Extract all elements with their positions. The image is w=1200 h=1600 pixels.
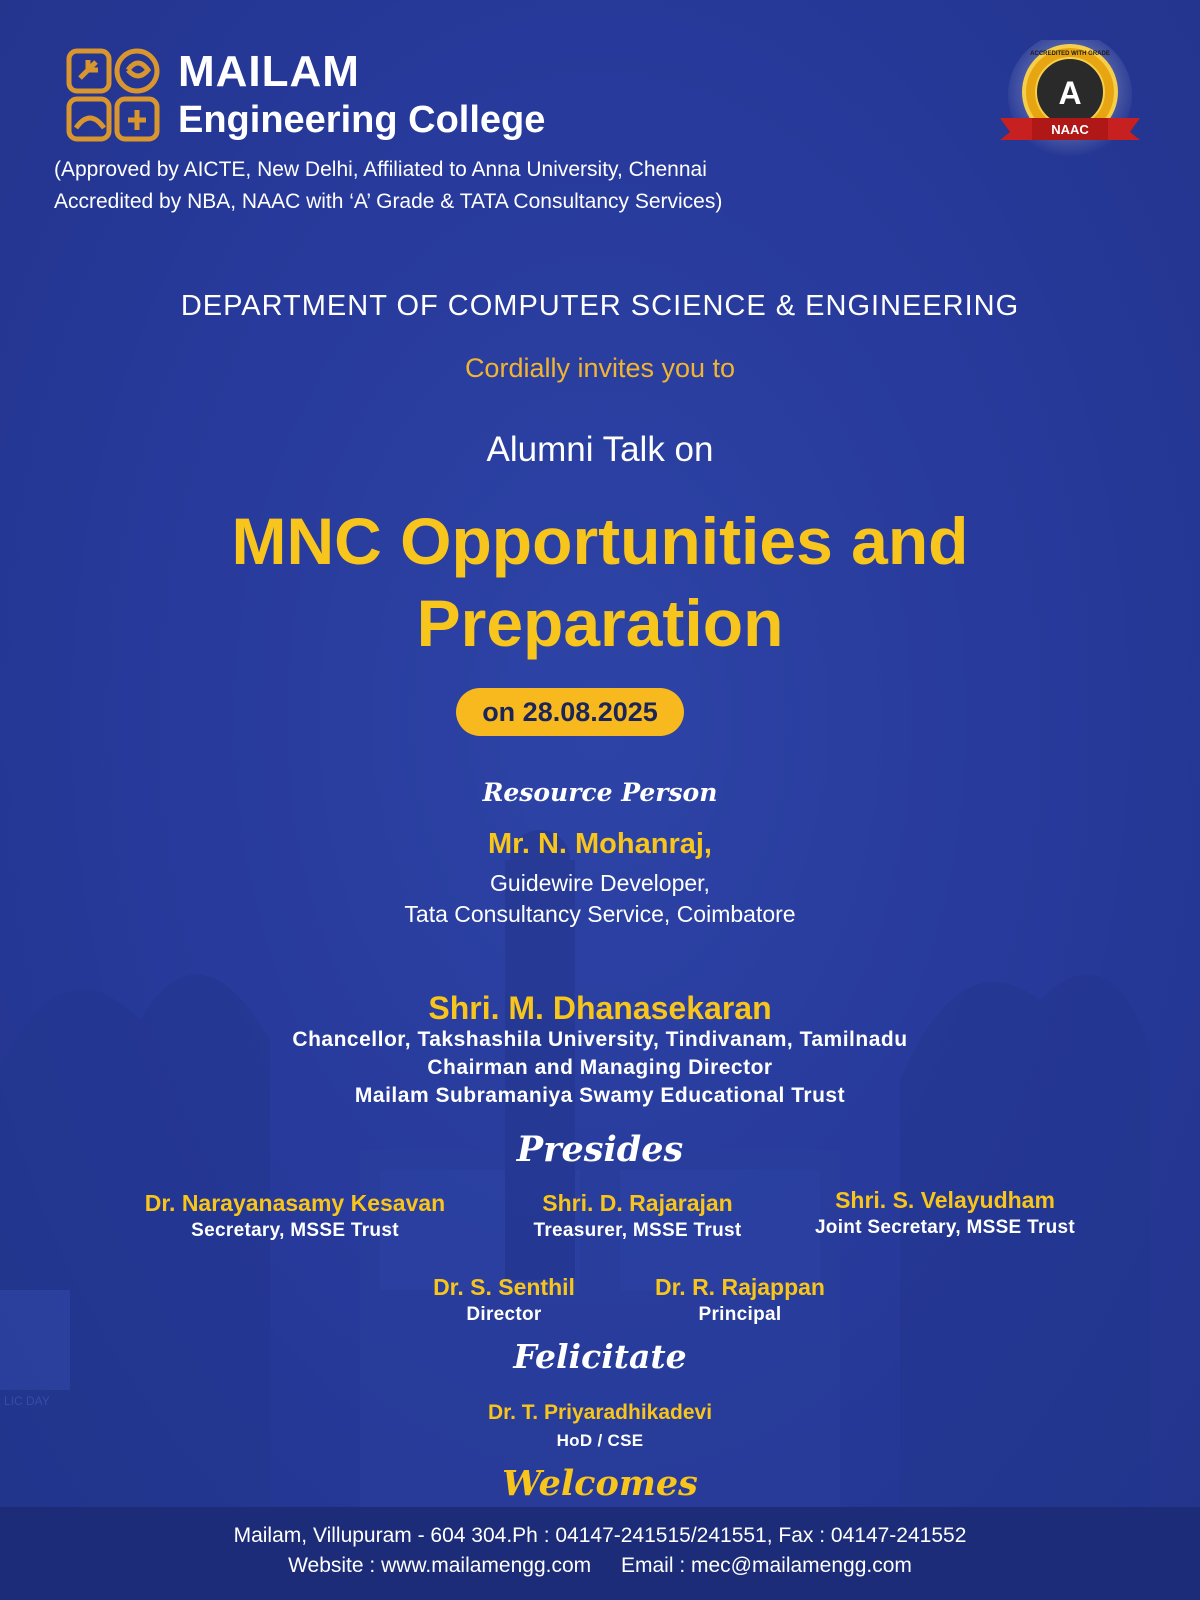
felicitator-card <box>625 1272 855 1328</box>
naac-grade-letter: A <box>1058 75 1082 111</box>
talk-prefix: Alumni Talk on <box>486 430 714 469</box>
felicitator-card <box>395 1272 613 1328</box>
welcome-name: Dr. T. Priyaradhikadevi <box>487 1401 713 1424</box>
footer <box>0 1507 1200 1600</box>
felicitator-card <box>505 1188 770 1244</box>
felicitator-role: Treasurer, MSSE Trust <box>533 1220 742 1241</box>
chairman-line-1: Chancellor, Takshashila University, Tindivanam, Tamilnadu <box>292 1028 908 1051</box>
footer-contact <box>0 1551 1200 1581</box>
resource-person-role-line-1: Guidewire Developer, <box>490 870 710 896</box>
welcomes-label: Welcomes <box>502 1463 698 1504</box>
footer-email: Email : mec@mailamengg.com <box>621 1554 912 1577</box>
event-date-badge: on 28.08.2025 <box>456 688 684 736</box>
footer-website: Website : www.mailamengg.com <box>288 1554 592 1577</box>
resource-person-role <box>0 868 1200 930</box>
presides-label: Presides <box>516 1129 684 1170</box>
college-subtitle: Engineering College <box>178 99 546 141</box>
resource-person-name: Mr. N. Mohanraj, <box>488 828 712 860</box>
talk-title-line-2: Preparation <box>416 586 784 660</box>
felicitator-role: Principal <box>698 1304 782 1325</box>
chairman-line-3: Mailam Subramaniya Swamy Educational Trust <box>354 1084 846 1107</box>
approval-line-1: (Approved by AICTE, New Delhi, Affiliated to Anna University, Chennai <box>54 158 707 181</box>
felicitate-label: Felicitate <box>513 1337 687 1376</box>
talk-title <box>0 500 1200 664</box>
chairman-line-2: Chairman and Managing Director <box>427 1056 773 1079</box>
college-name: MAILAM <box>178 47 360 96</box>
welcome-person <box>0 1398 1200 1454</box>
naac-a-grade-badge-icon <box>990 40 1150 160</box>
felicitator-role: Joint Secretary, MSSE Trust <box>814 1217 1076 1238</box>
backdrop-sign-text: LIC DAY <box>4 1394 50 1408</box>
felicitator-name: Dr. Narayanasamy Kesavan <box>144 1190 446 1216</box>
footer-address: Mailam, Villupuram - 604 304.Ph : 04147-241515/241551, Fax : 04147-241552 <box>233 1524 967 1547</box>
college-emblem-icon <box>66 48 160 142</box>
felicitator-role: Secretary, MSSE Trust <box>191 1220 399 1241</box>
felicitator-name: Shri. S. Velayudham <box>835 1187 1055 1213</box>
talk-title-line-1: MNC Opportunities and <box>231 504 969 578</box>
chairman-name: Shri. M. Dhanasekaran <box>428 990 772 1026</box>
approval-text <box>54 154 874 218</box>
felicitator-card <box>790 1185 1100 1241</box>
felicitator-name: Dr. R. Rajappan <box>655 1274 825 1300</box>
approval-line-2: Accredited by NBA, NAAC with ‘A’ Grade & TATA Consultancy Services) <box>54 190 723 213</box>
felicitator-role: Director <box>466 1304 542 1325</box>
felicitator-name: Shri. D. Rajarajan <box>542 1190 733 1216</box>
naac-label: NAAC <box>1051 122 1089 137</box>
invitation-text: Cordially invites you to <box>464 353 736 383</box>
chairman-designation <box>0 1026 1200 1110</box>
felicitator-card <box>100 1188 490 1244</box>
resource-person-role-line-2: Tata Consultancy Service, Coimbatore <box>404 901 796 927</box>
resource-person-label: Resource Person <box>482 778 718 807</box>
naac-ring-text: ACCREDITED WITH GRADE <box>1030 51 1110 57</box>
department-title: DEPARTMENT OF COMPUTER SCIENCE & ENGINEERING <box>180 290 1020 322</box>
welcome-role: HoD / CSE <box>556 1431 644 1450</box>
felicitator-name: Dr. S. Senthil <box>433 1274 575 1300</box>
